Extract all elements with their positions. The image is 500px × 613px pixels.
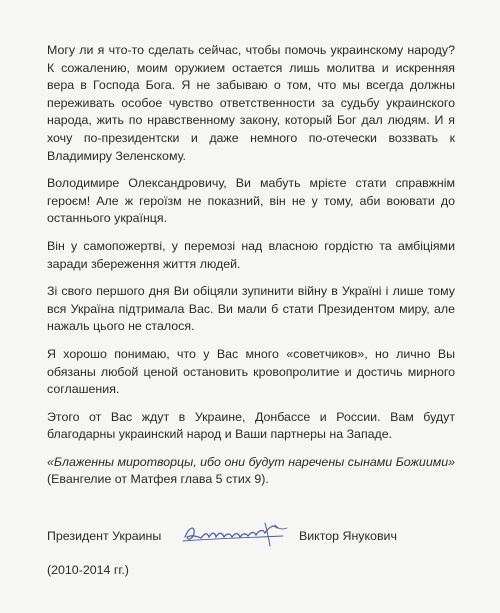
bible-quote xyxy=(47,454,455,489)
quote-text: «Блаженны миротворцы, ибо они будут наречены сынами Божиими» xyxy=(47,454,455,469)
term-years: (2010-2014 гг.) xyxy=(47,563,129,577)
handwritten-signature xyxy=(179,519,291,549)
paragraph-4: Зі свого першого дня Ви обіцяли зупинити війну в Україні і лише тому вся Україна підтримала Вас. Ви мали б стати Президентом миру, але нажаль цього не сталося. xyxy=(47,284,455,334)
paragraph-6: Этого от Вас ждут в Украине, Донбассе и России. Вам будут благодарны украинский народ и Ваши партнеры на Западе. xyxy=(47,409,455,442)
letter-body xyxy=(47,42,455,489)
signature-row xyxy=(47,525,455,547)
paragraph-1: Могу ли я что-то сделать сейчас, чтобы помочь украинскому народу? К сожалению, моим оружием остается лишь молитва и искренняя вера в Господа Бога. Я не забываю о том, что мы всегда должны переживать особое чувство ответственности за судьбу украинского народа, жить по нравственному закону, который Бог дал людям. И я хочу по-президентски и даже немного по-отечески воззвать к Владимиру Зеленскому. xyxy=(47,43,455,163)
quote-source: (Евангелие от Матфея глава 5 стих 9). xyxy=(47,472,269,487)
paragraph-2: Володимире Олександровичу, Ви мабуть мрієте стати справжнім героєм! Але ж героїзм не показний, він не у тому, аби воювати до останнього українця. xyxy=(47,176,455,226)
paragraph-3: Він у самопожертві, у перемозі над власною гордістю та амбіціями заради збереження життя людей. xyxy=(47,238,455,271)
paragraph-5: Я хорошо понимаю, что у Вас много «советчиков», но лично Вы обязаны любой ценой остановить кровопролитие и достичь мирного соглашения. xyxy=(47,346,455,397)
signer-title: Президент Украины xyxy=(47,529,162,543)
signer-name: Виктор Янукович xyxy=(299,529,397,543)
